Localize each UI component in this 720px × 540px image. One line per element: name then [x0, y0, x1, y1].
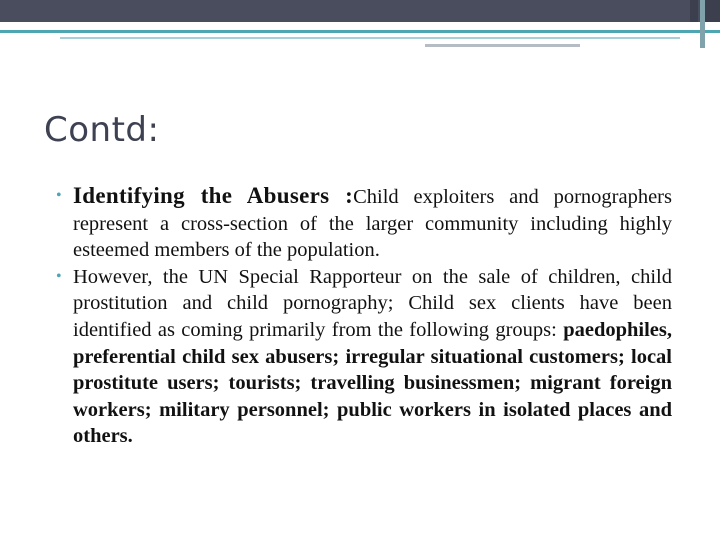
header-rule-teal — [0, 30, 720, 33]
header-bar — [0, 0, 720, 22]
header-ornament-right — [704, 0, 720, 22]
bullet-item-abusers — [56, 183, 672, 264]
header-rule-pale — [60, 37, 680, 39]
bullet-text: Child exploiters and pornographers represent a cross-section of the larger community including highly esteemed members of the population. — [73, 186, 672, 262]
slide-body — [56, 183, 672, 450]
slide-title: Contd: — [44, 110, 160, 150]
bullet-lead: Identifying the Abusers : — [73, 183, 354, 208]
header-ornament-left — [690, 0, 698, 22]
bullet-text: However, the UN Special Rapporteur on the sale of children, child prostitution and child pornography; Child sex clients have been identified as coming primarily from the following groups: — [73, 265, 672, 341]
bullet-item-rapporteur — [56, 264, 672, 450]
bullet-emphasis: paedophiles, preferential child sex abusers; irregular situational customers; local prostitute users; tourists; travelling businessmen; migrant foreign workers; military personnel; public workers in isolated places and others. — [73, 318, 672, 448]
header-rule-grey — [425, 44, 580, 47]
header-vertical-accent — [700, 0, 705, 48]
bullet-glyph: • — [56, 187, 62, 204]
bullet-glyph: • — [56, 267, 62, 285]
